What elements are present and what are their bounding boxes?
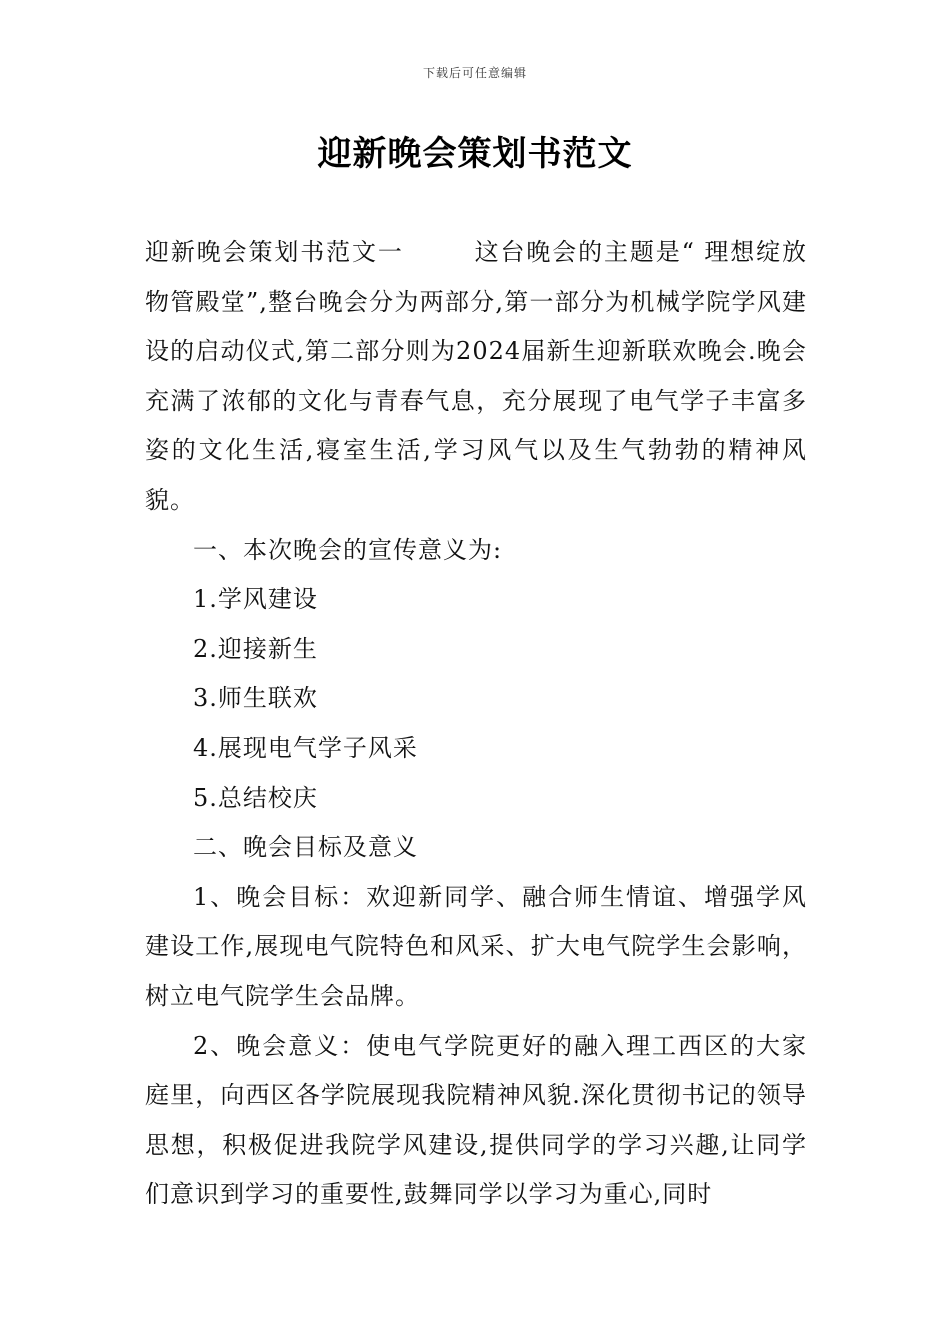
intro-paragraph xyxy=(145,228,807,526)
intro-text: 这台晚会的主题是“ 理想绽放物管殿堂”,整台晚会分为两部分,第一部分为机械学院学风建设的启动仪式,第二部分则为2024届新生迎新联欢晚会.晚会充满了浓郁的文化与青春气息，充分展现了电气学子丰富多姿的文化生活,寝室生活,学习风气以及生气勃勃的精神风貌。 xyxy=(145,238,808,514)
goal-paragraph: 1、晚会目标：欢迎新同学、融合师生情谊、增强学风建设工作,展现电气院特色和风采、扩大电气院学生会影响，树立电气院学生会品牌。 xyxy=(145,882,807,1010)
list-item: 5.总结校庆 xyxy=(193,783,318,812)
header-note: 下载后可任意编辑 xyxy=(422,66,527,80)
meaning-paragraph: 2、晚会意义：使电气学院更好的融入理工西区的大家庭里，向西区各学院展现我院精神风貌.深化贯彻书记的领导思想，积极促进我院学风建设,提供同学的学习兴趣,让同学们意识到学习的重要性,鼓舞同学以学习为重心,同时 xyxy=(145,1031,807,1209)
section2-heading: 二、晚会目标及意义 xyxy=(193,833,418,862)
list-item: 1.学风建设 xyxy=(193,585,318,614)
list-item: 4.展现电气学子风采 xyxy=(193,733,418,762)
intro-lead: 迎新晚会策划书范文一 xyxy=(145,238,404,266)
document-body xyxy=(145,228,807,1220)
document-title: 迎新晚会策划书范文 xyxy=(317,134,633,174)
list-item: 2.迎接新生 xyxy=(193,634,318,663)
list-item: 3.师生联欢 xyxy=(193,684,318,713)
section1-heading: 一、本次晚会的宣传意义为: xyxy=(193,535,503,564)
